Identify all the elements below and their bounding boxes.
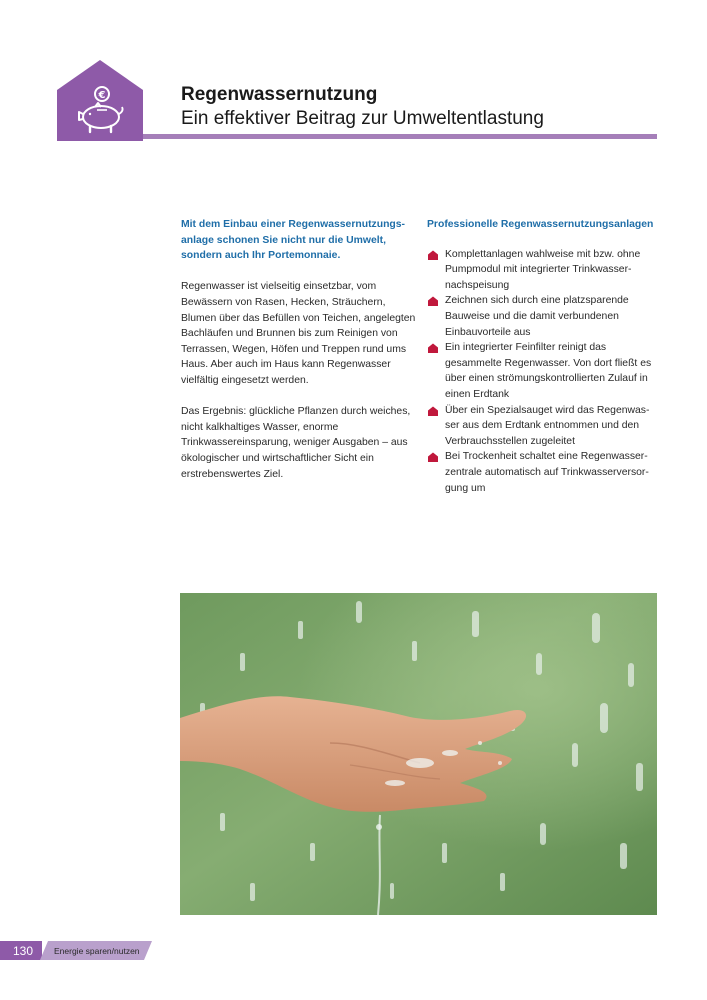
right-column bbox=[427, 217, 659, 496]
house-bullet-icon bbox=[428, 406, 438, 416]
list-item bbox=[427, 340, 659, 402]
list-item bbox=[427, 293, 659, 340]
list-item-text: Zeichnen sich durch eine platzsparende Bauweise und die damit verbundenen Einbauvorteile aus bbox=[445, 295, 629, 338]
house-bullet-icon bbox=[428, 296, 438, 306]
title-divider bbox=[143, 134, 657, 139]
house-bullet-icon bbox=[428, 250, 438, 260]
house-bullet-icon bbox=[428, 452, 438, 462]
list-item bbox=[427, 403, 659, 450]
page-title: Regenwassernutzung bbox=[181, 84, 378, 105]
section-label: Energie sparen/nutzen bbox=[54, 946, 140, 956]
title-block bbox=[181, 84, 544, 131]
list-item-text: Komplettanlagen wahlweise mit bzw. ohne Pumpmodul mit integrierter Trinkwasser-nachspeisung bbox=[445, 248, 641, 291]
page-subtitle: Ein effektiver Beitrag zur Umweltentlastung bbox=[181, 108, 544, 129]
feature-list bbox=[427, 247, 659, 497]
section-heading: Professionelle Regenwassernutzungsanlagen bbox=[427, 219, 654, 230]
list-item-text: Ein integrierter Feinfilter reinigt das gesammelte Regenwasser. Von dort fließt es über einen strömungskontrollierten Zulauf in einen Erdtank bbox=[445, 342, 652, 400]
lead-paragraph: Mit dem Einbau einer Regenwassernutzungs-anlage schonen Sie nicht nur die Umwelt, sondern auch Ihr Portemonnaie. bbox=[181, 219, 406, 262]
piggy-bank-house-icon bbox=[57, 60, 143, 141]
list-item bbox=[427, 247, 659, 294]
list-item bbox=[427, 449, 659, 496]
left-column bbox=[181, 217, 421, 498]
body-paragraph-2: Das Ergebnis: glückliche Pflanzen durch weiches, nicht kalkhaltiges Wasser, enorme Trinkwassereinsparung, weniger Ausgaben – aus ökologischer und wirtschaftlicher Sicht ein erstrebenswertes Ziel. bbox=[181, 406, 411, 480]
list-item-text: Über ein Spezialsauget wird das Regenwas-ser aus dem Erdtank entnommen und den Verbrauchsstellen zugeleitet bbox=[445, 404, 650, 447]
house-bullet-icon bbox=[428, 343, 438, 353]
svg-text:€: € bbox=[98, 90, 106, 101]
body-paragraph-1: Regenwasser ist vielseitig einsetzbar, vom Bewässern von Rasen, Hecken, Sträuchern, Blumen über das Befüllen von Teichen, angelegten Bachläufen und Brunnen bis zum Reinigen von Terrassen, Wegen, Höfen und Treppen rund ums Haus. Aber auch im Haus kann Regenwasser vielfältig eingesetzt werden. bbox=[181, 281, 416, 386]
page-number: 130 bbox=[13, 944, 34, 958]
hand-in-rain-photo bbox=[180, 593, 657, 915]
list-item-text: Bei Trockenheit schaltet eine Regenwasser-zentrale automatisch auf Trinkwasserversor-gung um bbox=[445, 451, 649, 494]
